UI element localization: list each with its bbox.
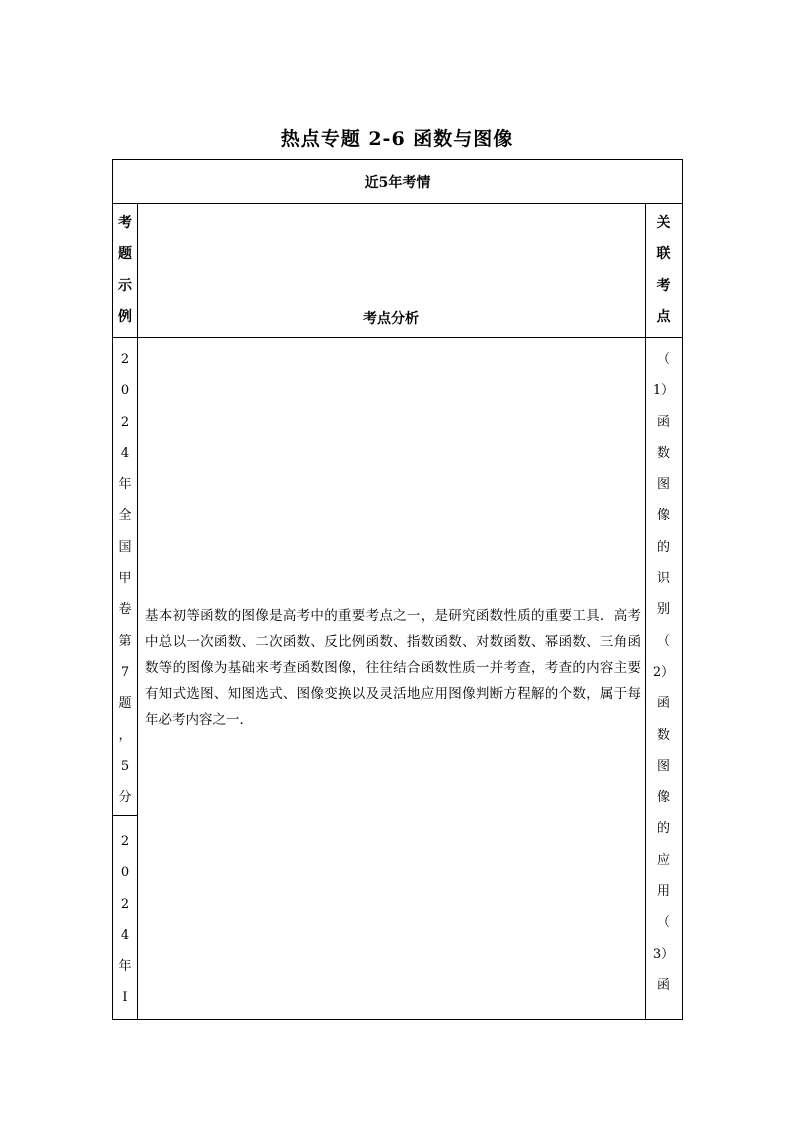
vertical-char: （ bbox=[656, 633, 670, 649]
vertical-char: 数 bbox=[656, 445, 670, 461]
vertical-char: 图 bbox=[656, 477, 670, 493]
vertical-char: 像 bbox=[656, 508, 670, 524]
vertical-char: 关 bbox=[656, 215, 671, 231]
vertical-char: 1） bbox=[652, 383, 675, 399]
analysis-column-header: 考点分析 bbox=[363, 311, 419, 327]
exam-example-2 bbox=[113, 826, 137, 1014]
vertical-char: 年 bbox=[118, 477, 132, 493]
vertical-char: 7 bbox=[120, 664, 130, 680]
vertical-char: 卷 bbox=[118, 602, 132, 618]
table-header: 近5年考情 bbox=[364, 174, 431, 191]
vertical-char: 2） bbox=[652, 664, 675, 680]
vertical-char: 年 bbox=[118, 959, 132, 975]
vertical-char: 第 bbox=[118, 633, 132, 649]
vertical-char: 题 bbox=[118, 696, 132, 712]
vertical-char: ， bbox=[118, 727, 132, 743]
row-divider bbox=[113, 337, 682, 338]
vertical-char: 考 bbox=[118, 215, 132, 231]
vertical-char: 别 bbox=[656, 602, 670, 618]
vertical-char: 图 bbox=[656, 758, 670, 774]
vertical-char: 2 bbox=[120, 834, 130, 849]
vertical-char: 2 bbox=[120, 352, 130, 367]
vertical-char: 0 bbox=[120, 865, 130, 881]
exam-example-1 bbox=[113, 344, 137, 813]
vertical-char: 函 bbox=[656, 414, 670, 430]
vertical-char: 例 bbox=[118, 308, 132, 325]
row-divider bbox=[113, 203, 682, 204]
vertical-char: 函 bbox=[656, 977, 670, 993]
exam-analysis-table bbox=[112, 159, 683, 1020]
vertical-char: 5 bbox=[120, 758, 130, 774]
vertical-char: 识 bbox=[656, 571, 670, 587]
vertical-char: 数 bbox=[656, 727, 670, 743]
vertical-char: 全 bbox=[118, 508, 132, 524]
vertical-char: 2 bbox=[120, 896, 130, 912]
vertical-char: 用 bbox=[656, 884, 670, 900]
related-points-column-header bbox=[645, 208, 682, 333]
vertical-char: I bbox=[122, 990, 128, 1006]
vertical-char: 甲 bbox=[118, 571, 132, 587]
page-title: 热点专题 2-6 函数与图像 bbox=[280, 128, 514, 150]
vertical-char: 3） bbox=[652, 946, 675, 962]
example-column-header bbox=[113, 208, 137, 333]
vertical-char: 联 bbox=[656, 246, 671, 263]
vertical-char: 像 bbox=[656, 790, 670, 806]
vertical-char: 的 bbox=[656, 539, 670, 555]
vertical-char: 4 bbox=[120, 927, 130, 943]
vertical-char: 0 bbox=[120, 383, 130, 399]
vertical-char: 考 bbox=[656, 277, 671, 294]
vertical-char: 2 bbox=[120, 414, 130, 430]
vertical-char: 函 bbox=[656, 696, 670, 712]
vertical-char: （ bbox=[656, 915, 670, 931]
vertical-char: 题 bbox=[118, 246, 132, 263]
vertical-char: （ bbox=[656, 352, 670, 367]
vertical-char: 应 bbox=[656, 852, 670, 868]
vertical-char: 4 bbox=[120, 445, 130, 461]
vertical-char: 示 bbox=[118, 277, 132, 294]
row-divider bbox=[113, 815, 137, 816]
vertical-char: 国 bbox=[118, 539, 132, 555]
vertical-char: 点 bbox=[656, 308, 671, 325]
analysis-text: 基本初等函数的图像是高考中的重要考点之一，是研究函数性质的重要工具．高考中总以一次函数、二次函数、反比例函数、指数函数、对数函数、幂函数、三角函数等的图像为基础来考查函数图像，往往结合函数性质一并考查，考查的内容主要有知式选图、知图选式、图像变换以及灵活地应用图像判断方程解的个数，属于每年必考内容之一． bbox=[145, 608, 641, 728]
vertical-char: 分 bbox=[118, 790, 132, 806]
related-points-list bbox=[645, 344, 682, 1001]
vertical-char: 的 bbox=[656, 821, 670, 837]
